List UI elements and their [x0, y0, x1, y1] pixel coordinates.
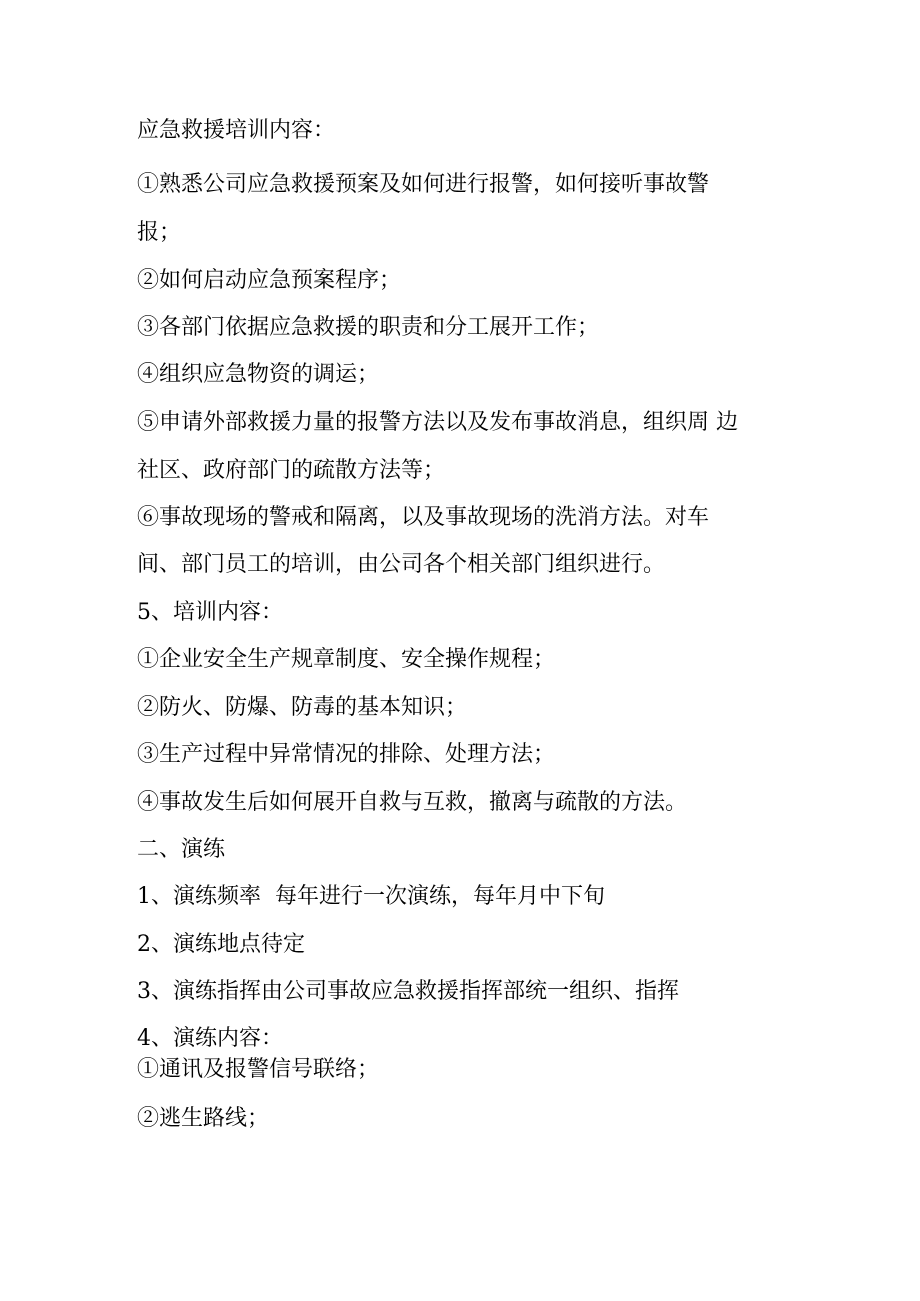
- paragraph-line: 2、演练地点待定: [137, 932, 305, 957]
- section-heading: 5、培训内容：: [137, 600, 283, 625]
- paragraph-line: 3、演练指挥由公司事故应急救援指挥部统一组织、指挥: [137, 979, 679, 1004]
- list-item: ②逃生路线；: [137, 1106, 270, 1131]
- paragraph-line: 间、部门员工的培训，由公司各个相关部门组织进行。: [137, 552, 666, 577]
- list-item: ⑤申请外部救援力量的报警方法以及发布事故消息，组织周 边: [137, 410, 738, 435]
- list-item: ②如何启动应急预案程序；: [137, 268, 402, 293]
- list-item: ④组织应急物资的调运；: [137, 362, 380, 387]
- list-item: ③各部门依据应急救援的职责和分工展开工作；: [137, 315, 600, 340]
- section-heading: 应急救援培训内容：: [137, 118, 336, 143]
- list-item: ③生产过程中异常情况的排除、处理方法；: [137, 742, 556, 767]
- list-item: ④事故发生后如何展开自救与互救，撤离与疏散的方法。: [137, 790, 688, 815]
- section-heading: 二、演练: [137, 837, 226, 862]
- list-item: ①通讯及报警信号联络；: [137, 1057, 380, 1082]
- paragraph-line: 社区、政府部门的疏散方法等；: [137, 458, 446, 483]
- section-heading: 4、演练内容：: [137, 1026, 283, 1051]
- paragraph-line: 报；: [137, 220, 182, 245]
- list-item: ⑥事故现场的警戒和隔离，以及事故现场的洗消方法。对车: [137, 505, 710, 530]
- paragraph-line: 1、演练频率 每年进行一次演练，每年月中下旬: [137, 884, 605, 909]
- paragraph-line: ①熟悉公司应急救援预案及如何进行报警，如何接听事故警: [137, 172, 710, 197]
- list-item: ①企业安全生产规章制度、安全操作规程；: [137, 647, 556, 672]
- list-item: ②防火、防爆、防毒的基本知识；: [137, 695, 468, 720]
